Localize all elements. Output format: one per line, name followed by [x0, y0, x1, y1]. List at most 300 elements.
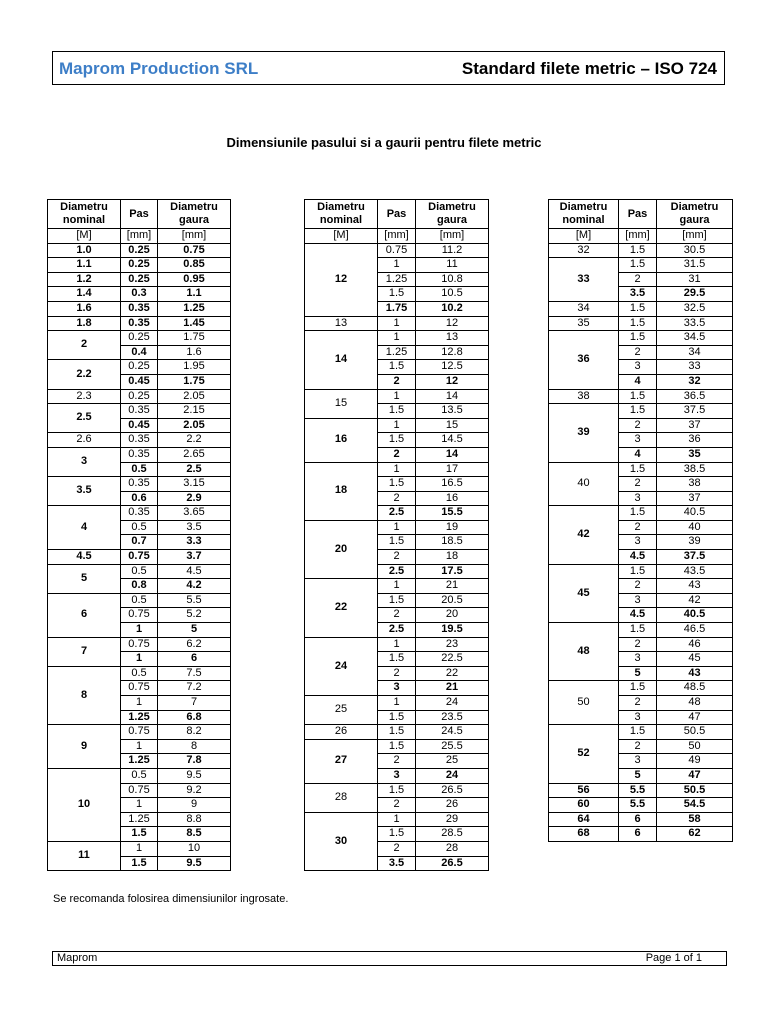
page-footer: [52, 951, 727, 966]
pitch-cell: 2: [619, 637, 657, 652]
nominal-diameter: 1.0: [48, 243, 121, 258]
hole-diameter-cell: 1.45: [158, 316, 231, 331]
nominal-diameter: 5: [48, 564, 121, 593]
nominal-diameter: 68: [549, 827, 619, 842]
unit-nominal: [M]: [305, 229, 378, 244]
hole-diameter-cell: 26.5: [416, 856, 489, 871]
nominal-diameter: 56: [549, 783, 619, 798]
table-row: [549, 258, 733, 273]
hole-diameter-cell: 46: [657, 637, 733, 652]
table-row: [48, 564, 231, 579]
hole-diameter-cell: 2.2: [158, 433, 231, 448]
hole-diameter-cell: 12.8: [416, 345, 489, 360]
pitch-cell: 1.5: [121, 856, 158, 871]
table-row: [48, 272, 231, 287]
pitch-cell: 2: [378, 754, 416, 769]
nominal-diameter: 6: [48, 593, 121, 637]
pitch-cell: 1: [378, 258, 416, 273]
nominal-diameter: 25: [305, 696, 378, 725]
hole-diameter-cell: 1.6: [158, 345, 231, 360]
hole-diameter-cell: 17: [416, 462, 489, 477]
hole-diameter-cell: 34.5: [657, 331, 733, 346]
pitch-cell: 1.5: [619, 243, 657, 258]
hole-diameter-cell: 37: [657, 491, 733, 506]
pitch-cell: 1.5: [378, 287, 416, 302]
hole-diameter-cell: 29: [416, 812, 489, 827]
pitch-cell: 1: [121, 652, 158, 667]
hole-diameter-cell: 2.5: [158, 462, 231, 477]
hole-diameter-cell: 5.2: [158, 608, 231, 623]
hole-diameter-cell: 13: [416, 331, 489, 346]
table-row: [549, 462, 733, 477]
table-row: [48, 725, 231, 740]
hole-diameter-cell: 10.5: [416, 287, 489, 302]
nominal-diameter: 64: [549, 812, 619, 827]
pitch-cell: 2: [619, 477, 657, 492]
pitch-cell: 1: [378, 389, 416, 404]
nominal-diameter: 34: [549, 301, 619, 316]
page-header: [52, 51, 725, 85]
table-row: [48, 433, 231, 448]
pitch-cell: 1.25: [378, 345, 416, 360]
table-row: [48, 506, 231, 521]
hole-diameter-cell: 36.5: [657, 389, 733, 404]
hole-diameter-cell: 26: [416, 798, 489, 813]
table-row: [549, 827, 733, 842]
pitch-cell: 1: [378, 316, 416, 331]
pitch-cell: 1.5: [619, 681, 657, 696]
pitch-cell: 0.5: [121, 564, 158, 579]
pitch-cell: 0.45: [121, 418, 158, 433]
hole-diameter-cell: 18.5: [416, 535, 489, 550]
pitch-cell: 3: [619, 593, 657, 608]
nominal-diameter: 39: [549, 404, 619, 462]
pitch-cell: 1.5: [619, 316, 657, 331]
unit-hole: [mm]: [416, 229, 489, 244]
table-row: [305, 725, 489, 740]
pitch-cell: 2.5: [378, 623, 416, 638]
pitch-cell: 1.5: [378, 404, 416, 419]
nominal-diameter: 60: [549, 798, 619, 813]
thread-table-2: [304, 199, 489, 871]
hole-diameter-cell: 18: [416, 550, 489, 565]
nominal-diameter: 10: [48, 768, 121, 841]
table-row: [305, 418, 489, 433]
pitch-cell: 0.5: [121, 520, 158, 535]
table-row: [48, 550, 231, 565]
hole-diameter-cell: 16: [416, 491, 489, 506]
nominal-diameter: 52: [549, 725, 619, 783]
pitch-cell: 2: [619, 520, 657, 535]
hole-diameter-cell: 33.5: [657, 316, 733, 331]
pitch-cell: 0.8: [121, 579, 158, 594]
pitch-cell: 3: [619, 754, 657, 769]
pitch-cell: 3: [619, 535, 657, 550]
pitch-cell: 1.5: [378, 652, 416, 667]
hole-diameter-cell: 35: [657, 447, 733, 462]
table-row: [48, 637, 231, 652]
table-row: [549, 623, 733, 638]
pitch-cell: 6: [619, 812, 657, 827]
hole-diameter-cell: 31: [657, 272, 733, 287]
hole-diameter-cell: 9: [158, 798, 231, 813]
hole-diameter-cell: 13.5: [416, 404, 489, 419]
nominal-diameter: 33: [549, 258, 619, 302]
nominal-diameter: 13: [305, 316, 378, 331]
nominal-diameter: 18: [305, 462, 378, 520]
table-row: [48, 593, 231, 608]
table-row: [48, 841, 231, 856]
hole-diameter-cell: 8.5: [158, 827, 231, 842]
nominal-diameter: 2.5: [48, 404, 121, 433]
nominal-diameter: 14: [305, 331, 378, 389]
unit-nominal: [M]: [48, 229, 121, 244]
table-row: [305, 739, 489, 754]
document-title: Dimensiunile pasului si a gaurii pentru filete metric: [226, 135, 542, 150]
pitch-cell: 0.75: [121, 550, 158, 565]
hole-diameter-cell: 28.5: [416, 827, 489, 842]
pitch-cell: 1.25: [378, 272, 416, 287]
hole-diameter-cell: 0.85: [158, 258, 231, 273]
table-row: [549, 798, 733, 813]
pitch-cell: 5.5: [619, 798, 657, 813]
hole-diameter-cell: 6.2: [158, 637, 231, 652]
pitch-cell: 2: [619, 345, 657, 360]
hole-diameter-cell: 7: [158, 696, 231, 711]
pitch-cell: 0.5: [121, 768, 158, 783]
nominal-diameter: 1.6: [48, 301, 121, 316]
hole-diameter-cell: 14.5: [416, 433, 489, 448]
nominal-diameter: 16: [305, 418, 378, 462]
nominal-diameter: 2.2: [48, 360, 121, 389]
pitch-cell: 1: [378, 462, 416, 477]
table-row: [549, 812, 733, 827]
hole-diameter-cell: 9.5: [158, 856, 231, 871]
pitch-cell: 3: [619, 360, 657, 375]
table-row: [549, 783, 733, 798]
hole-diameter-cell: 8: [158, 739, 231, 754]
header-pitch: Pas: [121, 200, 158, 229]
thread-table-3: [548, 199, 733, 842]
nominal-diameter: 42: [549, 506, 619, 564]
hole-diameter-cell: 20: [416, 608, 489, 623]
table-row: [48, 447, 231, 462]
hole-diameter-cell: 48.5: [657, 681, 733, 696]
pitch-cell: 1: [121, 798, 158, 813]
hole-diameter-cell: 50.5: [657, 783, 733, 798]
pitch-cell: 1.5: [619, 725, 657, 740]
pitch-cell: 4: [619, 374, 657, 389]
pitch-cell: 3: [378, 681, 416, 696]
hole-diameter-cell: 10.2: [416, 301, 489, 316]
pitch-cell: 4: [619, 447, 657, 462]
hole-diameter-cell: 8.8: [158, 812, 231, 827]
hole-diameter-cell: 37.5: [657, 550, 733, 565]
hole-diameter-cell: 42: [657, 593, 733, 608]
pitch-cell: 0.6: [121, 491, 158, 506]
hole-diameter-cell: 38.5: [657, 462, 733, 477]
hole-diameter-cell: 15.5: [416, 506, 489, 521]
hole-diameter-cell: 26.5: [416, 783, 489, 798]
table-row: [305, 696, 489, 711]
pitch-cell: 0.35: [121, 301, 158, 316]
hole-diameter-cell: 58: [657, 812, 733, 827]
hole-diameter-cell: 2.05: [158, 389, 231, 404]
table-row: [48, 404, 231, 419]
hole-diameter-cell: 17.5: [416, 564, 489, 579]
pitch-cell: 2: [619, 696, 657, 711]
pitch-cell: 1.5: [378, 360, 416, 375]
nominal-diameter: 1.4: [48, 287, 121, 302]
table-row: [48, 331, 231, 346]
pitch-cell: 3: [619, 491, 657, 506]
pitch-cell: 2: [378, 841, 416, 856]
hole-diameter-cell: 24: [416, 696, 489, 711]
nominal-diameter: 24: [305, 637, 378, 695]
hole-diameter-cell: 40: [657, 520, 733, 535]
nominal-diameter: 48: [549, 623, 619, 681]
pitch-cell: 1: [378, 696, 416, 711]
hole-diameter-cell: 1.95: [158, 360, 231, 375]
hole-diameter-cell: 48: [657, 696, 733, 711]
table-row: [549, 681, 733, 696]
hole-diameter-cell: 34: [657, 345, 733, 360]
hole-diameter-cell: 4.5: [158, 564, 231, 579]
hole-diameter-cell: 21: [416, 681, 489, 696]
pitch-cell: 0.5: [121, 666, 158, 681]
hole-diameter-cell: 46.5: [657, 623, 733, 638]
pitch-cell: 1.5: [619, 404, 657, 419]
pitch-cell: 5.5: [619, 783, 657, 798]
table-row: [305, 783, 489, 798]
hole-diameter-cell: 28: [416, 841, 489, 856]
nominal-diameter: 32: [549, 243, 619, 258]
hole-diameter-cell: 12.5: [416, 360, 489, 375]
pitch-cell: 0.4: [121, 345, 158, 360]
hole-diameter-cell: 0.75: [158, 243, 231, 258]
pitch-cell: 3.5: [378, 856, 416, 871]
header-nominal: Diametru nominal: [549, 200, 619, 229]
nominal-diameter: 40: [549, 462, 619, 506]
hole-diameter-cell: 29.5: [657, 287, 733, 302]
pitch-cell: 0.25: [121, 243, 158, 258]
pitch-cell: 1.5: [619, 506, 657, 521]
hole-diameter-cell: 1.1: [158, 287, 231, 302]
hole-diameter-cell: 39: [657, 535, 733, 550]
hole-diameter-cell: 6: [158, 652, 231, 667]
hole-diameter-cell: 32: [657, 374, 733, 389]
hole-diameter-cell: 14: [416, 389, 489, 404]
pitch-cell: 1.5: [619, 331, 657, 346]
pitch-cell: 3.5: [619, 287, 657, 302]
company-name: Maprom Production SRL: [59, 59, 259, 78]
table-row: [48, 389, 231, 404]
hole-diameter-cell: 10: [158, 841, 231, 856]
hole-diameter-cell: 0.95: [158, 272, 231, 287]
header-nominal: Diametru nominal: [305, 200, 378, 229]
pitch-cell: 0.35: [121, 447, 158, 462]
hole-diameter-cell: 6.8: [158, 710, 231, 725]
hole-diameter-cell: 9.2: [158, 783, 231, 798]
pitch-cell: 0.35: [121, 316, 158, 331]
table-row: [48, 360, 231, 375]
pitch-cell: 1: [121, 739, 158, 754]
unit-pitch: [mm]: [121, 229, 158, 244]
table-row: [549, 331, 733, 346]
pitch-cell: 4.5: [619, 550, 657, 565]
hole-diameter-cell: 54.5: [657, 798, 733, 813]
pitch-cell: 0.75: [121, 681, 158, 696]
pitch-cell: 2: [378, 550, 416, 565]
pitch-cell: 1.5: [121, 827, 158, 842]
hole-diameter-cell: 37: [657, 418, 733, 433]
hole-diameter-cell: 19: [416, 520, 489, 535]
header-nominal: Diametru nominal: [48, 200, 121, 229]
header-hole: Diametru gaura: [158, 200, 231, 229]
hole-diameter-cell: 25: [416, 754, 489, 769]
hole-diameter-cell: 3.3: [158, 535, 231, 550]
nominal-diameter: 35: [549, 316, 619, 331]
pitch-cell: 1.5: [619, 564, 657, 579]
nominal-diameter: 3.5: [48, 477, 121, 506]
pitch-cell: 1.5: [378, 535, 416, 550]
hole-diameter-cell: 11.2: [416, 243, 489, 258]
hole-diameter-cell: 11: [416, 258, 489, 273]
pitch-cell: 1.5: [378, 433, 416, 448]
hole-diameter-cell: 49: [657, 754, 733, 769]
pitch-cell: 1: [378, 418, 416, 433]
table-row: [48, 301, 231, 316]
pitch-cell: 1: [378, 579, 416, 594]
pitch-cell: 1: [378, 520, 416, 535]
table-row: [549, 316, 733, 331]
table-row: [48, 287, 231, 302]
table-row: [305, 331, 489, 346]
footer-company: Maprom: [57, 952, 98, 964]
hole-diameter-cell: 2.05: [158, 418, 231, 433]
pitch-cell: 0.25: [121, 331, 158, 346]
table-row: [549, 506, 733, 521]
hole-diameter-cell: 22: [416, 666, 489, 681]
hole-diameter-cell: 3.65: [158, 506, 231, 521]
header-hole: Diametru gaura: [657, 200, 733, 229]
pitch-cell: 2.5: [378, 564, 416, 579]
hole-diameter-cell: 47: [657, 768, 733, 783]
table-row: [549, 389, 733, 404]
pitch-cell: 5: [619, 768, 657, 783]
hole-diameter-cell: 50: [657, 739, 733, 754]
table-row: [305, 637, 489, 652]
table-row: [549, 564, 733, 579]
pitch-cell: 0.7: [121, 535, 158, 550]
pitch-cell: 6: [619, 827, 657, 842]
nominal-diameter: 27: [305, 739, 378, 783]
hole-diameter-cell: 47: [657, 710, 733, 725]
pitch-cell: 1.5: [378, 783, 416, 798]
pitch-cell: 2: [378, 374, 416, 389]
pitch-cell: 0.35: [121, 506, 158, 521]
pitch-cell: 1: [121, 623, 158, 638]
hole-diameter-cell: 1.75: [158, 331, 231, 346]
hole-diameter-cell: 40.5: [657, 608, 733, 623]
pitch-cell: 3: [619, 710, 657, 725]
pitch-cell: 2: [619, 418, 657, 433]
pitch-cell: 0.3: [121, 287, 158, 302]
hole-diameter-cell: 23: [416, 637, 489, 652]
pitch-cell: 0.5: [121, 593, 158, 608]
hole-diameter-cell: 45: [657, 652, 733, 667]
nominal-diameter: 38: [549, 389, 619, 404]
nominal-diameter: 3: [48, 447, 121, 476]
table-row: [305, 389, 489, 404]
hole-diameter-cell: 12: [416, 374, 489, 389]
pitch-cell: 1.5: [378, 477, 416, 492]
unit-pitch: [mm]: [378, 229, 416, 244]
pitch-cell: 1.5: [619, 258, 657, 273]
page-number: Page 1 of 1: [645, 952, 702, 964]
pitch-cell: 0.35: [121, 477, 158, 492]
pitch-cell: 1.5: [378, 725, 416, 740]
table-row: [549, 404, 733, 419]
hole-diameter-cell: 43: [657, 579, 733, 594]
pitch-cell: 1.5: [378, 710, 416, 725]
hole-diameter-cell: 10.8: [416, 272, 489, 287]
unit-nominal: [M]: [549, 229, 619, 244]
nominal-diameter: 30: [305, 812, 378, 870]
hole-diameter-cell: 9.5: [158, 768, 231, 783]
pitch-cell: 2: [378, 666, 416, 681]
hole-diameter-cell: 19.5: [416, 623, 489, 638]
hole-diameter-cell: 8.2: [158, 725, 231, 740]
pitch-cell: 2.5: [378, 506, 416, 521]
pitch-cell: 0.25: [121, 258, 158, 273]
pitch-cell: 1: [378, 812, 416, 827]
hole-diameter-cell: 24.5: [416, 725, 489, 740]
table-row: [549, 301, 733, 316]
hole-diameter-cell: 3.5: [158, 520, 231, 535]
pitch-cell: 2: [378, 798, 416, 813]
pitch-cell: 1.25: [121, 754, 158, 769]
nominal-diameter: 50: [549, 681, 619, 725]
pitch-cell: 1.25: [121, 812, 158, 827]
nominal-diameter: 1.2: [48, 272, 121, 287]
hole-diameter-cell: 2.9: [158, 491, 231, 506]
hole-diameter-cell: 36: [657, 433, 733, 448]
hole-diameter-cell: 4.2: [158, 579, 231, 594]
hole-diameter-cell: 23.5: [416, 710, 489, 725]
pitch-cell: 1.5: [619, 389, 657, 404]
pitch-cell: 0.45: [121, 374, 158, 389]
pitch-cell: 0.75: [121, 783, 158, 798]
unit-pitch: [mm]: [619, 229, 657, 244]
nominal-diameter: 9: [48, 725, 121, 769]
hole-diameter-cell: 16.5: [416, 477, 489, 492]
pitch-cell: 1: [378, 637, 416, 652]
nominal-diameter: 2.3: [48, 389, 121, 404]
hole-diameter-cell: 5: [158, 623, 231, 638]
hole-diameter-cell: 3.7: [158, 550, 231, 565]
pitch-cell: 0.35: [121, 433, 158, 448]
table-row: [48, 666, 231, 681]
pitch-cell: 4.5: [619, 608, 657, 623]
pitch-cell: 0.75: [121, 608, 158, 623]
hole-diameter-cell: 33: [657, 360, 733, 375]
hole-diameter-cell: 1.25: [158, 301, 231, 316]
hole-diameter-cell: 37.5: [657, 404, 733, 419]
pitch-cell: 0.75: [121, 637, 158, 652]
pitch-cell: 1: [121, 841, 158, 856]
pitch-cell: 1: [378, 331, 416, 346]
